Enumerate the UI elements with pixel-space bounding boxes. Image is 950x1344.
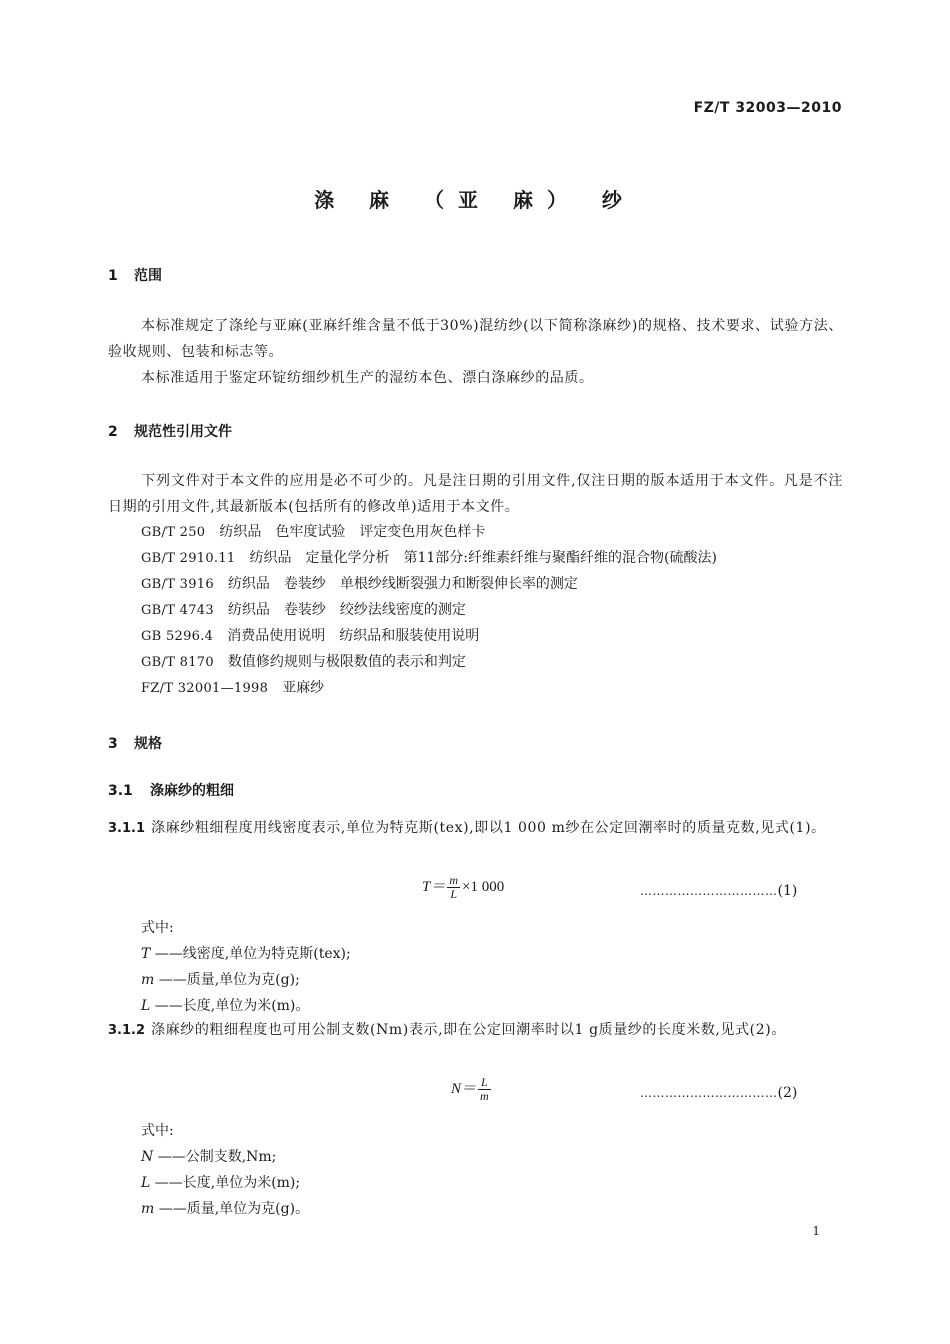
reference-item: GB/T 2910.11 纺织品 定量化学分析 第11部分:纤维素纤维与聚酯纤维的混合物(硫酸法) — [141, 550, 717, 566]
subsection-title: 涤麻纱的粗细 — [150, 783, 234, 799]
section-1-heading — [108, 265, 162, 285]
variable-definition: N ——公制支数,Nm; — [141, 1149, 277, 1165]
variable-definition: L ——长度,单位为米(m); — [141, 1175, 301, 1191]
reference-item: GB/T 250 纺织品 色牢度试验 评定变色用灰色样卡 — [141, 524, 486, 540]
section-number: 2 — [108, 424, 118, 440]
section-1-paragraph-1: 本标准规定了涤纶与亚麻(亚麻纤维含量不低于30%)混纺纱(以下简称涤麻纱)的规格、技术要求、试验方法、验收规则、包装和标志等。 — [108, 318, 843, 360]
variable-definition: m ——质量,单位为克(g); — [141, 972, 300, 988]
variable-definition: m ——质量,单位为克(g)。 — [141, 1201, 310, 1217]
page-title: 涤 麻 （亚 麻） 纱 — [314, 188, 636, 212]
subsection-number: 3.1 — [108, 783, 133, 799]
reference-item: GB/T 8170 数值修约规则与极限数值的表示和判定 — [141, 654, 466, 670]
clause-3-1-2: 3.1.2 涤麻纱的粗细程度也可用公制支数(Nm)表示,即在公定回潮率时以1 g质量纱的长度米数,见式(2)。 — [108, 1022, 786, 1038]
where-label: 式中: — [141, 1123, 174, 1139]
formula-2-label: ……………………………(2) — [640, 1085, 798, 1101]
reference-item: GB/T 3916 纺织品 卷装纱 单根纱线断裂强力和断裂伸长率的测定 — [141, 576, 578, 592]
clause-3-1-1: 3.1.1 涤麻纱粗细程度用线密度表示,单位为特克斯(tex),即以1 000 m纱在公定回潮率时的质量克数,见式(1)。 — [108, 820, 826, 836]
reference-item: GB 5296.4 消费品使用说明 纺织品和服装使用说明 — [141, 628, 480, 644]
section-2-paragraph-1: 下列文件对于本文件的应用是必不可少的。凡是注日期的引用文件,仅注日期的版本适用于本文件。凡是不注日期的引用文件,其最新版本(包括所有的修改单)适用于本文件。 — [108, 473, 843, 515]
clause-number: 3.1.1 — [108, 821, 146, 836]
section-3-heading — [108, 733, 162, 753]
where-label: 式中: — [141, 920, 174, 936]
section-number: 1 — [108, 268, 118, 284]
section-2-heading — [108, 421, 232, 441]
subsection-3-1-heading — [108, 780, 234, 800]
section-1-paragraph-2: 本标准适用于鉴定环锭纺细纱机生产的湿纺本色、漂白涤麻纱的品质。 — [141, 370, 594, 386]
section-title: 范围 — [134, 268, 162, 284]
variable-definition: L ——长度,单位为米(m)。 — [141, 998, 310, 1014]
reference-item: GB/T 4743 纺织品 卷装纱 绞纱法线密度的测定 — [141, 602, 466, 618]
fraction: $\frac{m}{L}$ — [449, 873, 459, 901]
formula-1: T＝ $\frac{m}{L}$ ×1 000 — [422, 873, 505, 901]
clause-number: 3.1.2 — [108, 1023, 146, 1038]
section-title: 规格 — [134, 736, 162, 752]
page-number: 1 — [812, 1224, 820, 1238]
section-title: 规范性引用文件 — [134, 424, 232, 440]
formula-2: N＝ $\frac{L}{m}$ — [451, 1075, 489, 1103]
variable-definition: T ——线密度,单位为特克斯(tex); — [141, 946, 351, 962]
standard-number: FZ/T 32003—2010 — [693, 100, 842, 116]
section-number: 3 — [108, 736, 118, 752]
fraction: $\frac{L}{m}$ — [480, 1075, 489, 1103]
reference-item: FZ/T 32001—1998 亚麻纱 — [141, 680, 325, 696]
formula-1-label: ……………………………(1) — [640, 883, 798, 899]
